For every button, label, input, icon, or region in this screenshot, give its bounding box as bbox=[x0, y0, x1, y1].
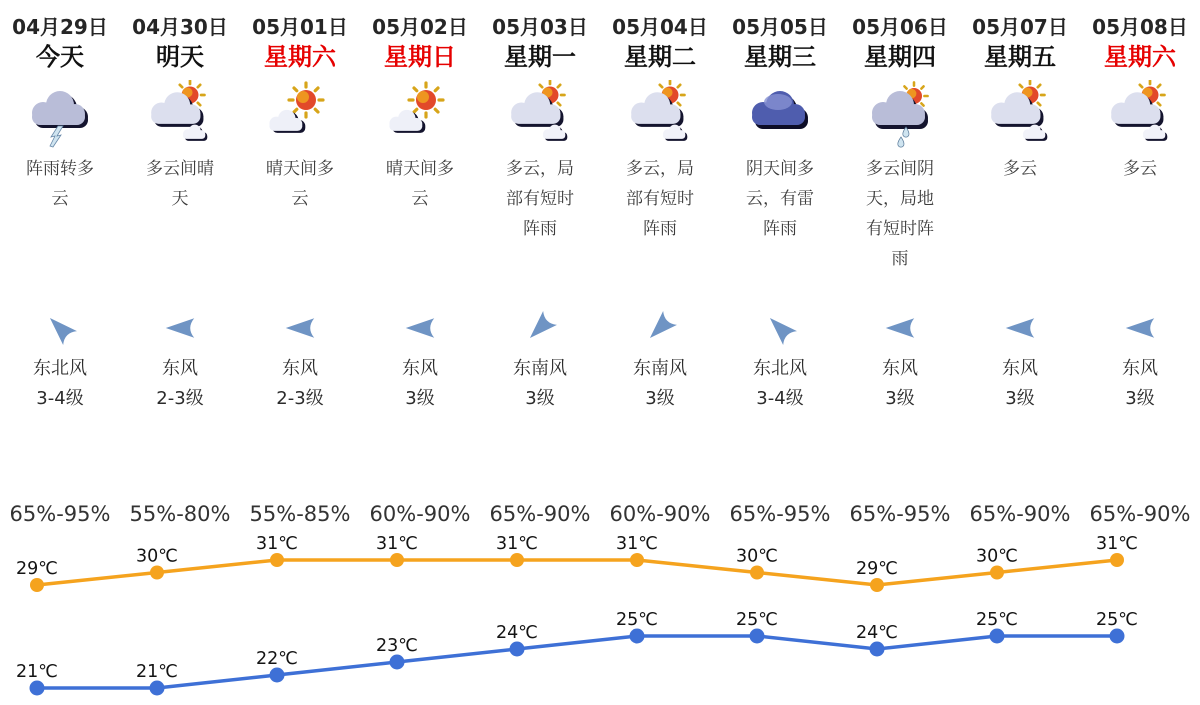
weather-description: 晴天间多云 bbox=[266, 159, 334, 209]
low-temp-point bbox=[750, 629, 765, 644]
weather-description: 阵雨转多云 bbox=[26, 159, 94, 209]
cloudy-sun-icon bbox=[1080, 76, 1200, 154]
high-temp-label: 31℃ bbox=[1096, 535, 1138, 554]
high-temp-point bbox=[630, 553, 644, 567]
weekday-label: 明天 bbox=[156, 43, 204, 71]
date-label: 05月06日 bbox=[852, 15, 948, 39]
low-temp-point bbox=[270, 668, 285, 683]
wind-direction-label: 东风 bbox=[162, 358, 198, 379]
wind-direction-label: 东风 bbox=[402, 358, 438, 379]
weather-description: 多云 bbox=[1003, 159, 1037, 179]
forecast-day-column bbox=[120, 0, 240, 529]
wind-direction-arrow-icon bbox=[360, 302, 480, 354]
cloud-sun-rain-icon bbox=[840, 76, 960, 154]
wind-level-label: 3级 bbox=[885, 388, 915, 409]
low-temp-label: 23℃ bbox=[376, 636, 418, 656]
low-temp-point bbox=[510, 642, 525, 657]
wind-level-label: 3级 bbox=[645, 388, 675, 409]
low-temp-point bbox=[1110, 629, 1125, 644]
weather-description: 多云，局部有短时阵雨 bbox=[506, 159, 574, 239]
weekday-label: 星期三 bbox=[744, 43, 816, 71]
humidity-range-label: 65%-90% bbox=[1089, 502, 1191, 526]
high-temp-point bbox=[390, 553, 404, 567]
date-label: 05月08日 bbox=[1092, 15, 1188, 39]
weekday-label: 星期六 bbox=[264, 43, 336, 71]
low-temp-label: 25℃ bbox=[736, 610, 778, 630]
high-temp-line bbox=[37, 560, 1117, 585]
humidity-range-label: 60%-90% bbox=[369, 502, 471, 526]
high-temp-label: 31℃ bbox=[256, 535, 298, 554]
high-temp-point bbox=[30, 578, 44, 592]
wind-direction-arrow-icon bbox=[1080, 302, 1200, 354]
wind-info bbox=[360, 354, 480, 414]
date-label: 05月03日 bbox=[492, 15, 588, 39]
weekday-label: 星期六 bbox=[1104, 43, 1176, 71]
weekday-label: 星期四 bbox=[864, 43, 936, 71]
low-temp-point bbox=[30, 681, 45, 696]
wind-direction-arrow-icon bbox=[600, 302, 720, 354]
wind-direction-arrow-icon bbox=[720, 302, 840, 354]
high-temp-label: 31℃ bbox=[616, 535, 658, 554]
high-temp-label: 31℃ bbox=[376, 535, 418, 554]
wind-info bbox=[1080, 354, 1200, 414]
wind-direction-label: 东风 bbox=[1002, 358, 1038, 379]
wind-direction-label: 东风 bbox=[1122, 358, 1158, 379]
low-temp-point bbox=[990, 629, 1005, 644]
high-temp-label: 31℃ bbox=[496, 535, 538, 554]
cloudy-sun-icon bbox=[120, 76, 240, 154]
forecast-day-column bbox=[240, 0, 360, 529]
weather-description: 多云 bbox=[1123, 159, 1157, 179]
date-label: 05月05日 bbox=[732, 15, 828, 39]
high-temp-point bbox=[1110, 553, 1124, 567]
humidity-range-label: 55%-85% bbox=[249, 502, 351, 526]
high-temp-point bbox=[870, 578, 884, 592]
humidity-range-label: 65%-90% bbox=[489, 502, 591, 526]
low-temp-point bbox=[150, 681, 165, 696]
forecast-day-column bbox=[1080, 0, 1200, 529]
low-temp-point bbox=[630, 629, 645, 644]
forecast-day-column bbox=[600, 0, 720, 529]
low-temp-label: 24℃ bbox=[496, 623, 538, 643]
wind-level-label: 3级 bbox=[405, 388, 435, 409]
wind-info bbox=[480, 354, 600, 414]
date-label: 04月29日 bbox=[12, 15, 108, 39]
high-temp-point bbox=[270, 553, 284, 567]
wind-level-label: 2-3级 bbox=[276, 388, 324, 409]
high-temp-label: 29℃ bbox=[856, 559, 898, 579]
forecast-day-column bbox=[360, 0, 480, 529]
temperature-trend-chart bbox=[0, 535, 1200, 705]
wind-level-label: 3-4级 bbox=[36, 388, 84, 409]
forecast-day-column bbox=[720, 0, 840, 529]
high-temp-point bbox=[750, 566, 764, 580]
low-temp-label: 22℃ bbox=[256, 649, 298, 669]
humidity-range-label: 65%-95% bbox=[729, 502, 831, 526]
wind-direction-arrow-icon bbox=[240, 302, 360, 354]
shower-cloud-icon bbox=[0, 76, 120, 154]
wind-direction-label: 东南风 bbox=[513, 358, 567, 379]
weekday-label: 星期一 bbox=[504, 43, 576, 71]
wind-direction-arrow-icon bbox=[120, 302, 240, 354]
date-label: 05月02日 bbox=[372, 15, 468, 39]
date-label: 05月07日 bbox=[972, 15, 1068, 39]
low-temp-line bbox=[37, 636, 1117, 688]
cloudy-sun-icon bbox=[600, 76, 720, 154]
date-label: 05月01日 bbox=[252, 15, 348, 39]
high-temp-label: 30℃ bbox=[136, 546, 178, 567]
weekday-label: 星期五 bbox=[984, 43, 1056, 71]
weather-description: 多云间阴天，局地有短时阵雨 bbox=[866, 159, 934, 269]
low-temp-label: 25℃ bbox=[1096, 610, 1138, 630]
humidity-range-label: 65%-95% bbox=[9, 502, 111, 526]
high-temp-point bbox=[990, 566, 1004, 580]
high-temp-label: 29℃ bbox=[16, 559, 58, 579]
low-temp-label: 21℃ bbox=[136, 662, 178, 682]
wind-info bbox=[720, 354, 840, 414]
humidity-range-label: 55%-80% bbox=[129, 502, 231, 526]
wind-direction-label: 东风 bbox=[882, 358, 918, 379]
weekday-label: 星期日 bbox=[384, 43, 456, 71]
low-temp-label: 24℃ bbox=[856, 623, 898, 643]
overcast-cloud-icon bbox=[720, 76, 840, 154]
low-temp-point bbox=[390, 655, 405, 670]
humidity-range-label: 65%-95% bbox=[849, 502, 951, 526]
forecast-day-column bbox=[480, 0, 600, 529]
wind-direction-arrow-icon bbox=[0, 302, 120, 354]
humidity-range-label: 60%-90% bbox=[609, 502, 711, 526]
sun-cloud-icon bbox=[240, 76, 360, 154]
wind-direction-label: 东风 bbox=[282, 358, 318, 379]
sun-cloud-icon bbox=[360, 76, 480, 154]
forecast-day-column bbox=[960, 0, 1080, 529]
high-temp-point bbox=[510, 553, 524, 567]
cloudy-sun-icon bbox=[960, 76, 1080, 154]
wind-direction-arrow-icon bbox=[840, 302, 960, 354]
wind-info bbox=[0, 354, 120, 414]
wind-info bbox=[240, 354, 360, 414]
high-temp-label: 30℃ bbox=[976, 546, 1018, 567]
wind-info bbox=[840, 354, 960, 414]
weather-description: 阴天间多云，有雷阵雨 bbox=[746, 159, 814, 239]
wind-direction-label: 东北风 bbox=[753, 358, 807, 379]
wind-direction-arrow-icon bbox=[480, 302, 600, 354]
wind-level-label: 3级 bbox=[1125, 388, 1155, 409]
wind-info bbox=[120, 354, 240, 414]
cloudy-sun-icon bbox=[480, 76, 600, 154]
low-temp-label: 21℃ bbox=[16, 662, 58, 682]
humidity-range-label: 65%-90% bbox=[969, 502, 1071, 526]
high-temp-point bbox=[150, 566, 164, 580]
wind-level-label: 2-3级 bbox=[156, 388, 204, 409]
forecast-day-column bbox=[840, 0, 960, 529]
weather-description: 多云间晴天 bbox=[146, 159, 214, 209]
weather-description: 晴天间多云 bbox=[386, 159, 454, 209]
date-label: 04月30日 bbox=[132, 15, 228, 39]
wind-direction-label: 东南风 bbox=[633, 358, 687, 379]
low-temp-label: 25℃ bbox=[976, 610, 1018, 630]
weekday-label: 星期二 bbox=[624, 43, 696, 71]
wind-direction-label: 东北风 bbox=[33, 358, 87, 379]
low-temp-point bbox=[870, 642, 885, 657]
forecast-day-column bbox=[0, 0, 120, 529]
date-label: 05月04日 bbox=[612, 15, 708, 39]
low-temp-label: 25℃ bbox=[616, 610, 658, 630]
wind-direction-arrow-icon bbox=[960, 302, 1080, 354]
wind-level-label: 3级 bbox=[1005, 388, 1035, 409]
wind-level-label: 3-4级 bbox=[756, 388, 804, 409]
weekday-label: 今天 bbox=[36, 43, 84, 71]
weather-description: 多云，局部有短时阵雨 bbox=[626, 159, 694, 239]
wind-level-label: 3级 bbox=[525, 388, 555, 409]
wind-info bbox=[960, 354, 1080, 414]
wind-info bbox=[600, 354, 720, 414]
high-temp-label: 30℃ bbox=[736, 546, 778, 567]
